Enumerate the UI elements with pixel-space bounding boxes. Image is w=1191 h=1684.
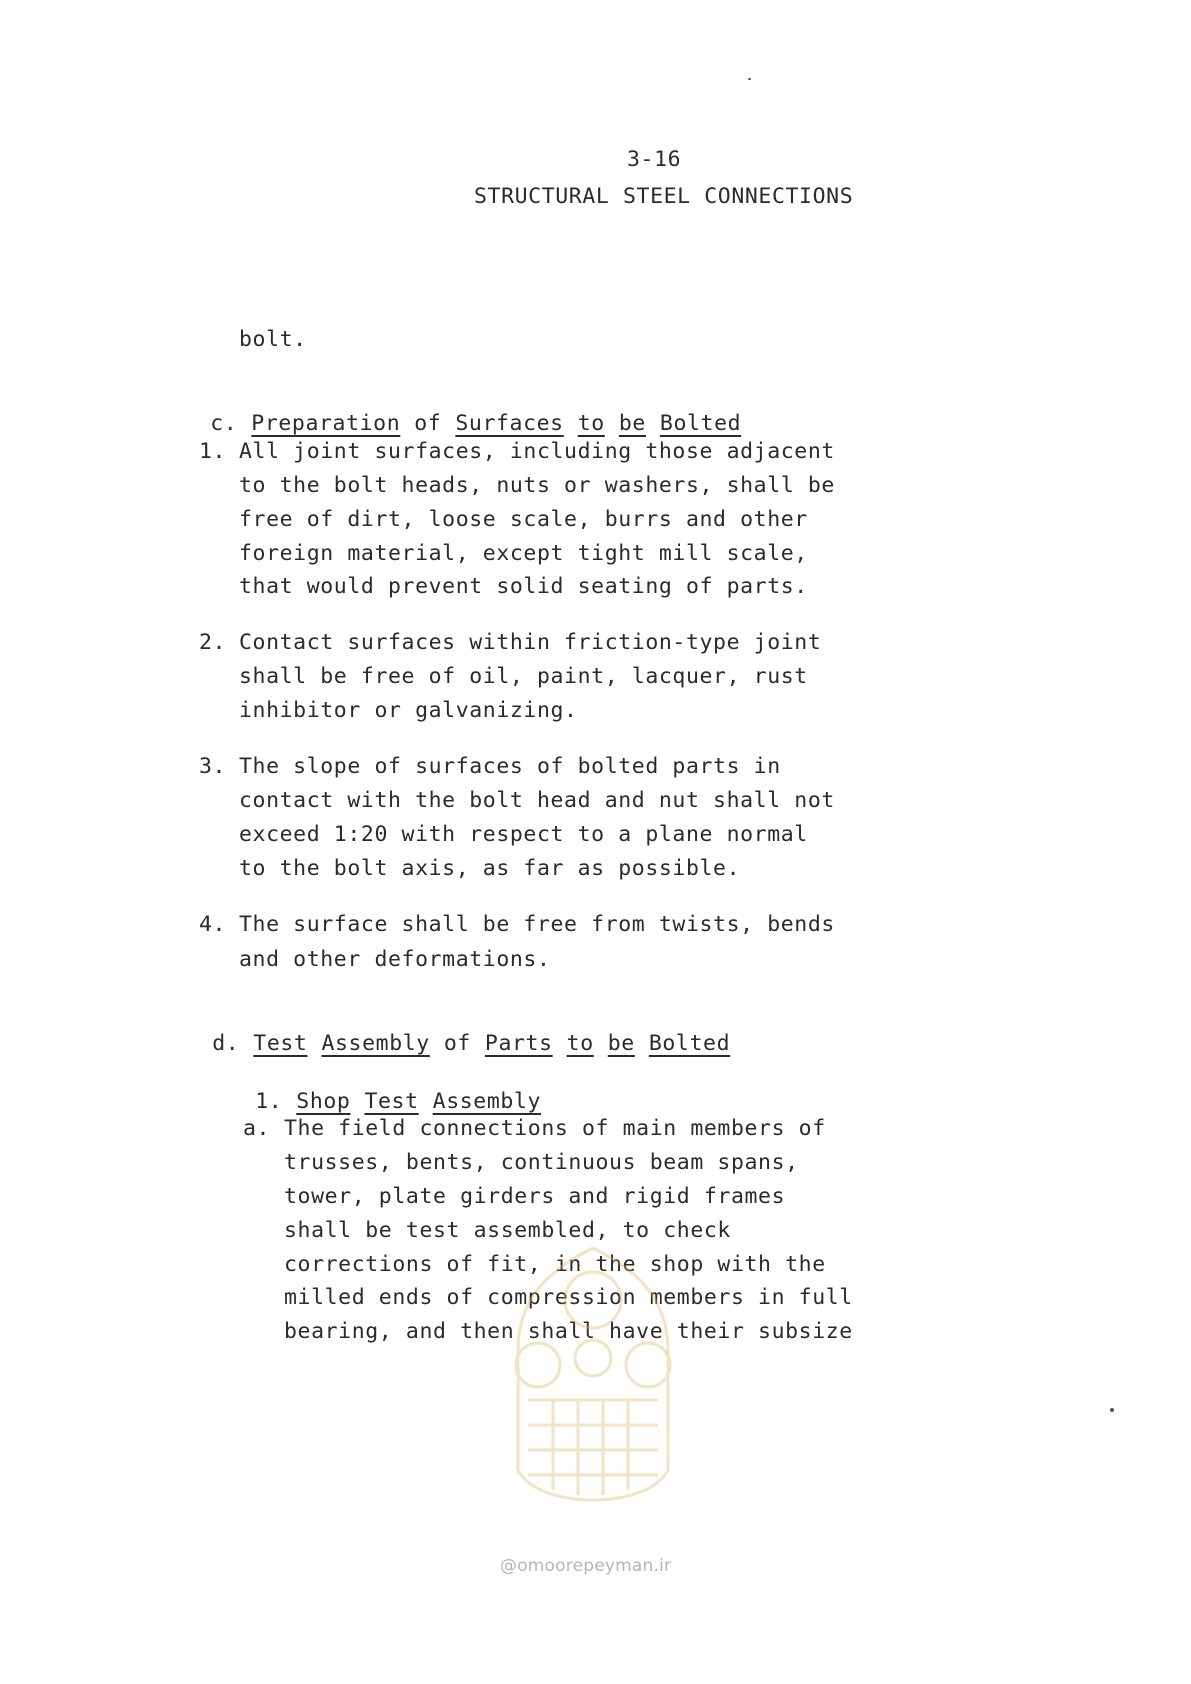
item-number: 3. — [199, 754, 227, 779]
item-line: Contact surfaces within friction-type joint — [239, 630, 822, 655]
item-line: corrections of fit, in the shop with the — [284, 1252, 826, 1277]
heading-word: Bolted — [659, 411, 742, 436]
heading-word: to — [566, 1031, 594, 1056]
item-line: contact with the bolt head and nut shall not — [239, 788, 835, 813]
item-line: and other deformations. — [239, 947, 551, 972]
item-line: The surface shall be free from twists, bends — [239, 912, 835, 937]
item-line: free of dirt, loose scale, burrs and other — [239, 507, 808, 532]
section-d-marker: d. — [212, 1031, 240, 1056]
seal-logo-icon — [478, 1240, 708, 1540]
item-line: that would prevent solid seating of parts. — [239, 574, 808, 599]
heading-word: Shop — [296, 1089, 351, 1114]
heading-word: Preparation — [251, 411, 401, 436]
section-c-marker: c. — [210, 411, 238, 436]
item-line: foreign material, except tight mill scale, — [239, 541, 808, 566]
heading-word: of — [414, 411, 442, 436]
item-number: 2. — [199, 630, 227, 655]
heading-word: Parts — [484, 1031, 553, 1056]
heading-word: Test — [364, 1089, 419, 1114]
heading-word: to — [577, 411, 605, 436]
scan-speck — [748, 78, 751, 80]
item-marker: a. — [243, 1116, 271, 1141]
item-line: bearing, and then shall have their subsize — [284, 1319, 853, 1344]
heading-word: be — [618, 411, 646, 436]
heading-word: Assembly — [432, 1089, 542, 1114]
item-line: shall be free of oil, paint, lacquer, rust — [239, 664, 808, 689]
scan-speck — [1110, 1408, 1114, 1412]
item-line: The field connections of main members of — [284, 1116, 826, 1141]
item-line: trusses, bents, continuous beam spans, — [284, 1150, 799, 1175]
item-line: milled ends of compression members in full — [284, 1285, 853, 1310]
heading-word: Bolted — [648, 1031, 731, 1056]
item-number: 1. — [199, 439, 227, 464]
heading-word: of — [443, 1031, 471, 1056]
item-line: inhibitor or galvanizing. — [239, 698, 578, 723]
watermark-text: @omoorepeyman.ir — [500, 1556, 672, 1576]
item-line: All joint surfaces, including those adjacent — [239, 439, 835, 464]
item-line: to the bolt heads, nuts or washers, shall be — [239, 473, 835, 498]
heading-word: be — [607, 1031, 635, 1056]
heading-word: Surfaces — [455, 411, 564, 436]
heading-word: Assembly — [321, 1031, 430, 1056]
item-line: exceed 1:20 with respect to a plane normal — [239, 822, 808, 847]
continuation-text: bolt. — [239, 327, 307, 352]
item-line: shall be test assembled, to check — [284, 1218, 731, 1243]
section-title: STRUCTURAL STEEL CONNECTIONS — [474, 184, 854, 209]
page-number: 3-16 — [627, 147, 682, 172]
item-line: The slope of surfaces of bolted parts in — [239, 754, 781, 779]
heading-word: Test — [253, 1031, 308, 1056]
item-line: to the bolt axis, as far as possible. — [239, 856, 741, 881]
item-number: 4. — [199, 912, 227, 937]
subsection-number: 1. — [255, 1089, 283, 1114]
item-line: tower, plate girders and rigid frames — [284, 1184, 786, 1209]
